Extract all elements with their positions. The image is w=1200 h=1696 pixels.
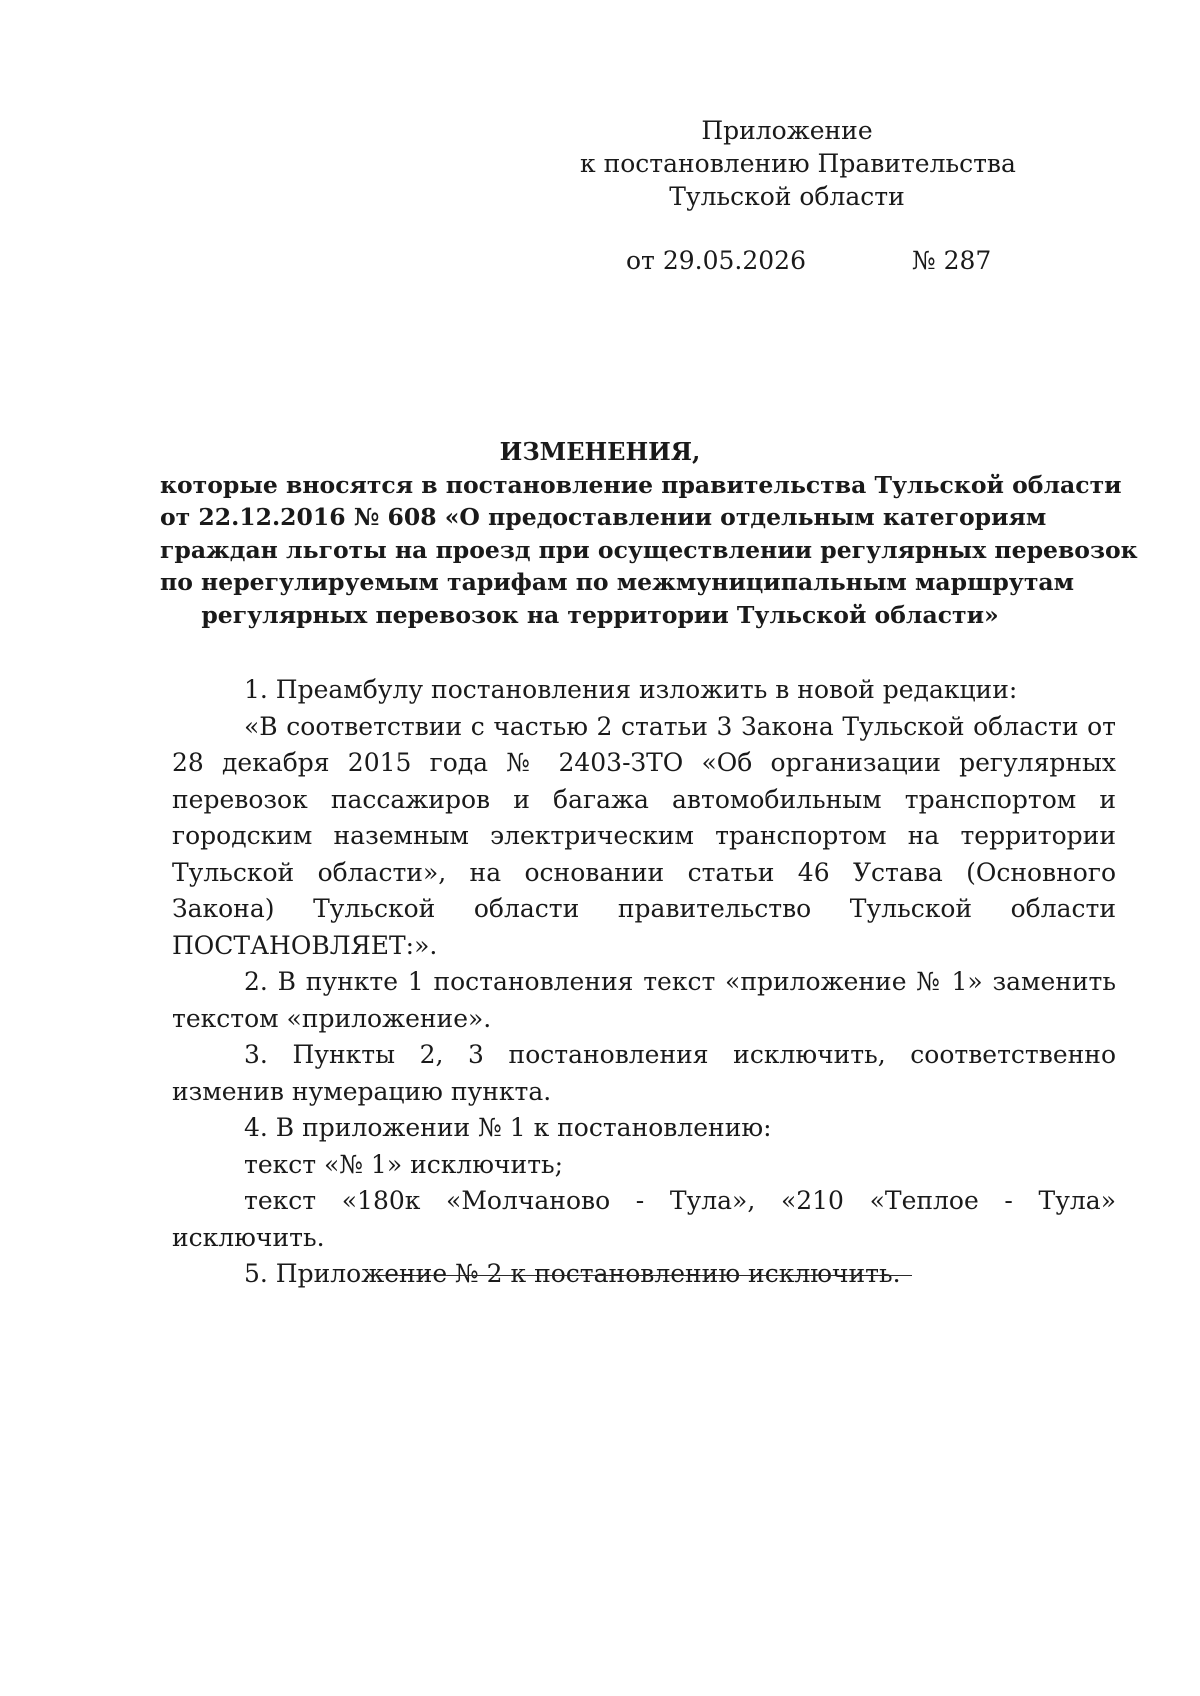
paragraph-item-4-sub-1: текст «№ 1» исключить; xyxy=(244,1149,564,1179)
title-line: регулярных перевозок на территории Тульской области» xyxy=(201,600,999,629)
paragraph-item-4: 4. В приложении № 1 к постановлению: xyxy=(244,1113,772,1142)
document-title xyxy=(160,436,1138,631)
document-date: от 29.05.2026 xyxy=(626,246,806,275)
title-line: по нерегулируемым тарифам по межмуниципальным маршрутам xyxy=(160,568,1075,596)
paragraph-item-4-sub-2: текст «180к «Молчаново - Тула», «210 «Теплое - Тула» исключить. xyxy=(172,1186,1116,1252)
appendix-line: Приложение xyxy=(701,116,873,145)
appendix-header xyxy=(580,114,1016,213)
document-body xyxy=(172,672,1116,1293)
appendix-line: Тульской области xyxy=(669,182,905,211)
title-line: от 22.12.2016 № 608 «О предоставлении отдельным категориям xyxy=(160,503,1047,531)
document-number: № 287 xyxy=(912,246,992,275)
paragraph-item-1: 1. Преамбулу постановления изложить в новой редакции: xyxy=(244,675,1018,704)
paragraph-item-3: 3. Пункты 2, 3 постановления исключить, соответственно изменив нумерацию пункта. xyxy=(172,1040,1116,1106)
appendix-line: к постановлению Правительства xyxy=(580,149,1016,178)
title-heading: ИЗМЕНЕНИЯ, xyxy=(499,437,701,466)
paragraph-preamble-quote: «В соответствии с частью 2 статьи 3 Закона Тульской области от 28 декабря 2015 года № 2403-ЗТО «Об организации регулярных перевозок пассажиров и багажа автомобильным транспортом и городским наземным электрическим транспортом на территории Тульской области», на основании статьи 46 Устава (Основного Закона) Тульской области правительство Тульской области ПОСТАНОВЛЯЕТ:». xyxy=(172,711,1116,960)
end-divider-line xyxy=(376,1275,912,1276)
paragraph-item-5: 5. Приложение № 2 к постановлению исключить. xyxy=(244,1259,901,1288)
paragraph-item-2: 2. В пункте 1 постановления текст «приложение № 1» заменить текстом «приложение». xyxy=(172,967,1116,1033)
title-line: граждан льготы на проезд при осуществлении регулярных перевозок xyxy=(160,535,1138,564)
title-line: которые вносятся в постановление правительства Тульской области xyxy=(160,470,1122,499)
